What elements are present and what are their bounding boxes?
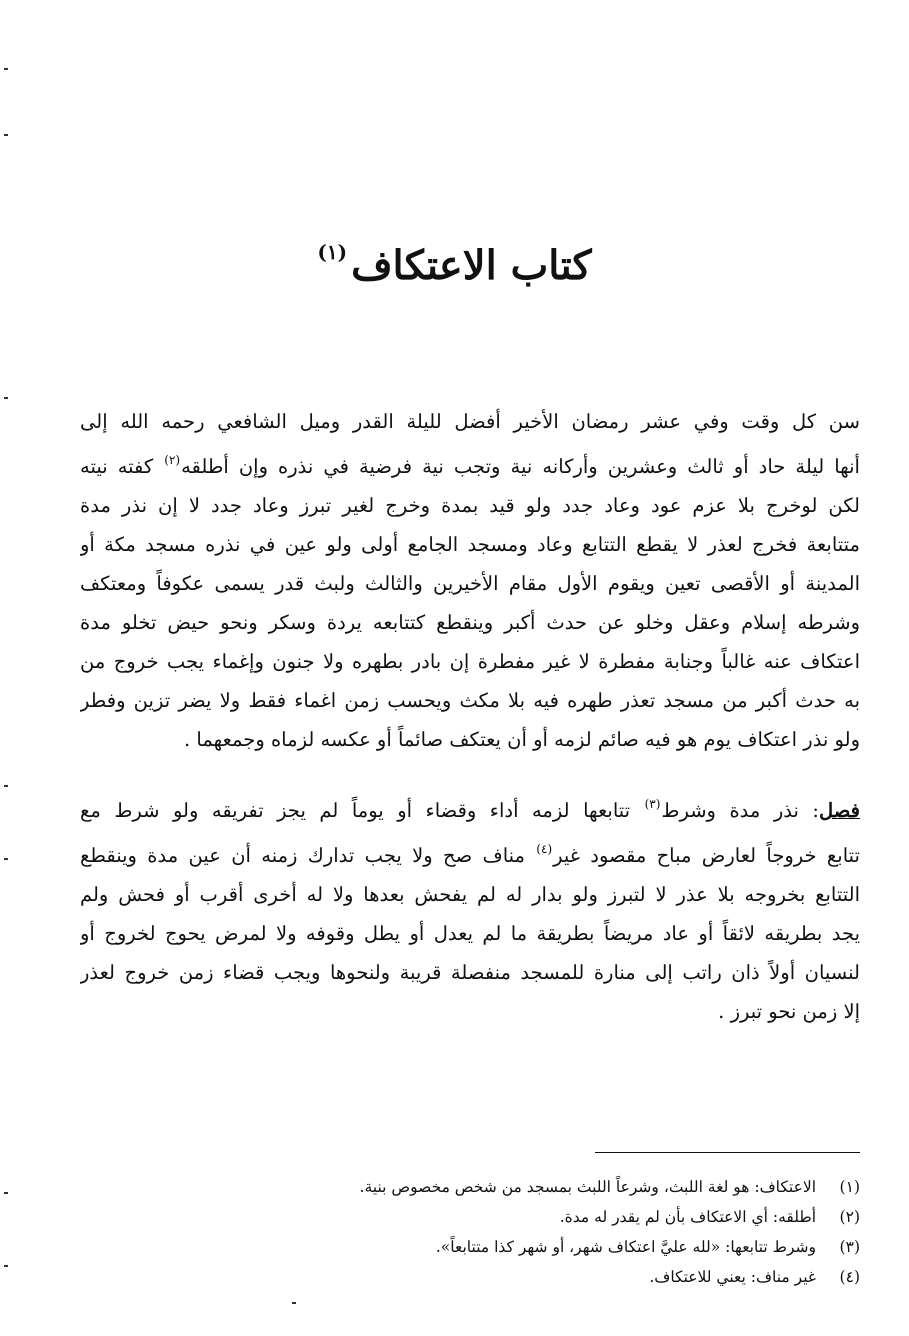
text-line [80, 720, 860, 759]
footnote-text: الاعتكاف: هو لغة اللبث، وشرعاً اللبث بمسجد من شخص مخصوص بنية. [359, 1178, 816, 1196]
footnote-item [260, 1262, 860, 1292]
section-heading: فصل [819, 799, 860, 822]
text-line [80, 486, 860, 525]
scan-mark [4, 1192, 8, 1194]
text-segment: يجد بطريقه لائقاً أو عاد مريضاً بطريقة ما لم يعدل أو يطل وقوفه ولا لمرض يحوج لخروج أو [80, 922, 860, 945]
scan-mark [4, 397, 8, 399]
text-segment: التتابع بخروجه بلا عذر لا لتبرز ولو بدار له لم يفحش بعدها ولا له أخرى أقرب أو فحش ولم [80, 883, 860, 906]
text-segment: مناف صح ولا يجب تدارك زمنه أن عين مدة وينقطع [80, 844, 536, 867]
text-line [80, 992, 860, 1031]
text-segment: ولو نذر اعتكاف يوم هو فيه صائم لزمه أو أن يعتكف صائماً أو عكسه لزماه وجمعهما . [184, 728, 860, 751]
text-line [80, 402, 860, 441]
footnote-number: (٤) [839, 1268, 860, 1286]
footnote-ref[interactable]: (٤) [536, 842, 553, 856]
text-line [80, 681, 860, 720]
footnote-item [260, 1172, 860, 1202]
footnote-text: أطلقه: أي الاعتكاف بأن لم يقدر له مدة. [559, 1208, 816, 1226]
footnote-text: غير مناف: يعني للاعتكاف. [649, 1268, 816, 1286]
text-line [80, 525, 860, 564]
paragraph-main [80, 402, 860, 759]
footnotes-list [260, 1172, 860, 1292]
text-segment: كفته نيته [80, 455, 164, 478]
scan-mark [4, 68, 8, 70]
footnote-item [260, 1232, 860, 1262]
title-footnote-ref[interactable]: (١) [317, 240, 348, 264]
text-segment: : نذر مدة وشرط [661, 799, 819, 822]
scan-mark [4, 1265, 8, 1267]
text-line [80, 441, 860, 486]
scan-mark [4, 785, 8, 787]
footnote-item [260, 1202, 860, 1232]
text-segment: تتابعها لزمه أداء وقضاء أو يوماً لم يجز تفريقه ولو شرط مع [80, 799, 644, 822]
footnote-ref[interactable]: (٢) [164, 453, 181, 467]
text-line [80, 914, 860, 953]
text-line [80, 564, 860, 603]
text-line [80, 875, 860, 914]
text-line [80, 603, 860, 642]
chapter-title-text: كتاب الاعتكاف [351, 242, 592, 289]
text-segment: سن كل وقت وفي عشر رمضان الأخير أفضل لليلة القدر وميل الشافعي رحمه الله إلى [80, 410, 860, 433]
footnote-divider [595, 1152, 860, 1153]
text-segment: به حدث أكبر من مسجد تعذر طهره فيه بلا مكث ويحسب زمن اغماء فقط ولا يضر تزين وفطر [80, 689, 860, 712]
scan-mark [292, 1302, 296, 1304]
text-segment: متتابعة فخرج لعذر لا يقطع التتابع وعاد ومسجد الجامع أولى ولو عين في نذره مسجد مكة أو [80, 533, 860, 556]
chapter-title [0, 240, 909, 289]
footnote-number: (١) [839, 1178, 860, 1196]
text-segment: المدينة أو الأقصى تعين ويقوم الأول مقام الأخيرين والثالث ولبث قدر يسمى عكوفاً ومعتكف [80, 572, 860, 595]
text-line [80, 785, 860, 830]
footnote-text: وشرط تتابعها: «لله عليَّ اعتكاف شهر، أو شهر كذا متتابعاً». [435, 1238, 816, 1256]
scan-mark [4, 134, 8, 136]
text-segment: إلا زمن نحو تبرز . [718, 1000, 860, 1023]
text-line [80, 830, 860, 875]
text-segment: أنها ليلة حاد أو ثالث وعشرين وأركانه نية وتجب نية فرضية في نذره وإن أطلقه [181, 455, 860, 478]
paragraph-section [80, 785, 860, 1031]
text-line [80, 953, 860, 992]
text-segment: لكن لوخرج بلا عزم عود وعاد جدد ولو قيد بمدة وخرج لغير تبرز وعاد جدد لا إن نذر مدة [80, 494, 860, 517]
scan-mark [4, 858, 8, 860]
footnote-number: (٢) [839, 1208, 860, 1226]
footnote-ref[interactable]: (٣) [644, 797, 661, 811]
footnote-number: (٣) [839, 1238, 860, 1256]
text-segment: اعتكاف عنه غالباً وجنابة مفطرة لا غير مفطرة إن بادر بطهره ولا جنون وإغماء يجب خروج من [80, 650, 860, 673]
text-segment: وشرطه إسلام وعقل وخلو عن حدث أكبر وينقطع كتتابعه يردة وسكر ونحو حيض تخلو مدة [80, 611, 860, 634]
text-segment: لنسيان أولاً ذان راتب إلى منارة للمسجد منفصلة قريبة ولنحوها ويجب قضاء زمن خروج لعذر [80, 961, 860, 984]
text-line [80, 642, 860, 681]
text-segment: تتابع خروجاً لعارض مباح مقصود غير [553, 844, 860, 867]
